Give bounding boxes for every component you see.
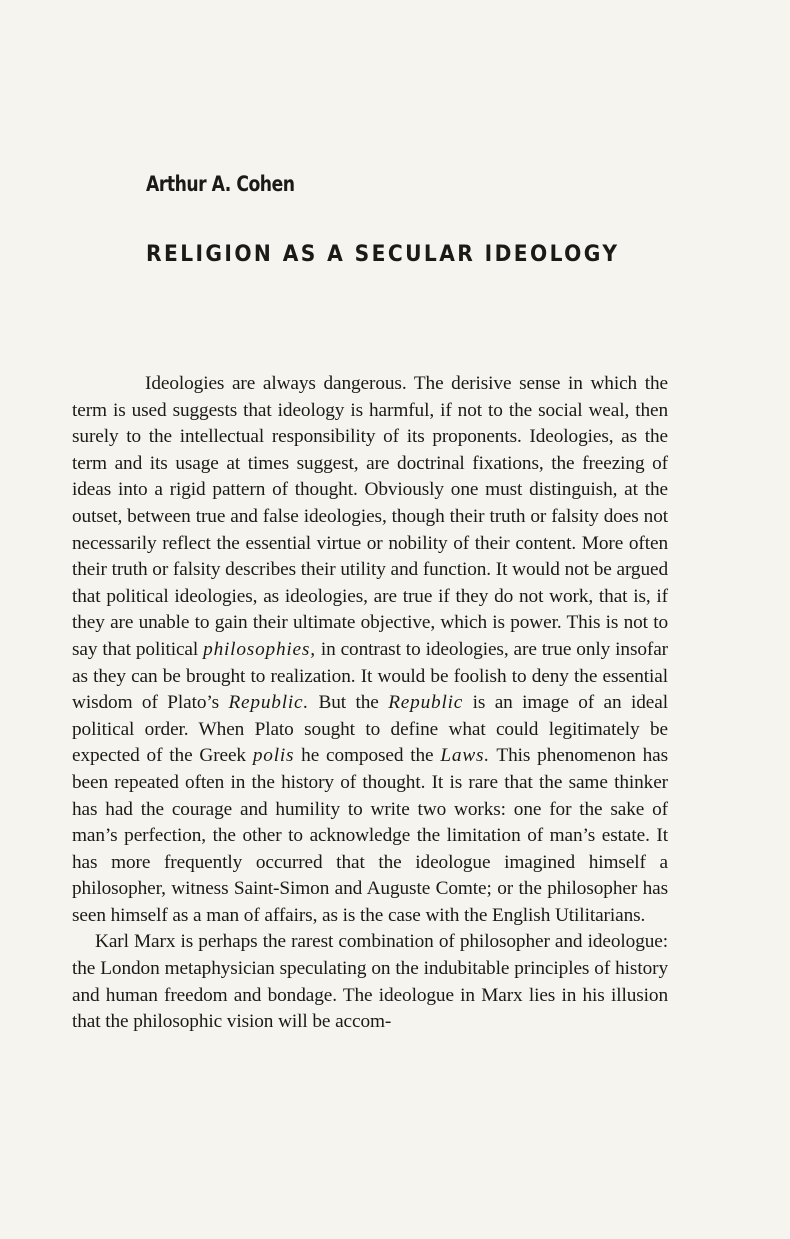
italic-republic: Republic.	[228, 692, 310, 714]
text-run: But the	[309, 692, 389, 714]
italic-laws: Laws.	[440, 745, 490, 767]
body-text	[72, 371, 668, 1036]
text-run: he composed the	[294, 745, 441, 767]
text-run: is an image of an ideal political order. When Plato sought to define what could legitimately be expected of the Greek	[72, 692, 668, 767]
italic-polis: polis	[252, 745, 295, 767]
text-run: in contrast to ideologies, are true only insofar as they can be brought to realization. It would be foolish to deny the essential wisdom of Plato’s	[72, 638, 669, 714]
author-name: Arthur A. Cohen	[146, 172, 295, 196]
italic-philosophies: philosophies,	[203, 638, 316, 660]
text-run: Ideologies are always dangerous. The derisive sense in which the term is used suggests that ideology is harmful, if not to the social weal, then surely to the intellectual responsibility of its proponents. Ideologies, as the term and its usage at times suggest, are doctrinal fixations, the freezing of ideas into a rigid pattern of thought. Obviously one must distinguish, at the outset, between true and false ideologies, though their truth or falsity does not necessarily reflect the essential virtue or nobility of their content. More often their truth or falsity describes their utility and function. It would not be argued that political ideologies, as ideologies, are true if they do not work, that is, if they are unable to gain their ultimate objective, which is power. This is not to say that political	[72, 373, 668, 660]
paragraph-1	[72, 371, 668, 929]
italic-republic-2: Republic	[388, 692, 464, 714]
chapter-title: RELIGION AS A SECULAR IDEOLOGY	[146, 242, 620, 267]
paragraph-2: Karl Marx is perhaps the rarest combination of philosopher and ideologue: the London metaphysician speculating on the indubitable principles of history and human freedom and bondage. The ideologue in Marx lies in his illusion that the philosophic vision will be accom-	[72, 931, 668, 1033]
text-run: This phenomenon has been repeated often in the history of thought. It is rare that the same thinker has had the courage and humility to write two works: one for the sake of man’s perfection, the other to acknowledge the limitation of man’s estate. It has more frequently occurred that the ideologue imagined himself a philosopher, witness Saint-Simon and Auguste Comte; or the philosopher has seen himself as a man of affairs, as is the case with the English Utilitarians.	[72, 745, 668, 926]
